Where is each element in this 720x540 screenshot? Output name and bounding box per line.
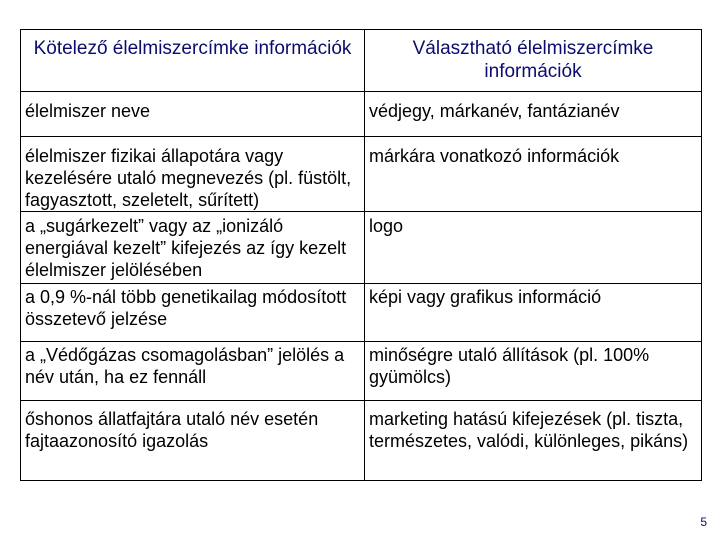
header-optional: Választható élelmiszercímke információk [365, 30, 702, 92]
table-row [21, 212, 702, 284]
table-row [21, 137, 702, 212]
optional-cell: márkára vonatkozó információk [365, 137, 702, 212]
mandatory-cell: őshonos állatfajtára utaló név esetén fajtaazonosító igazolás [21, 401, 365, 481]
mandatory-cell: élelmiszer fizikai állapotára vagy kezelésére utaló megnevezés (pl. füstölt, fagyasztott, szeletelt, sűrített) [21, 137, 365, 212]
table-header-row [21, 30, 702, 92]
labeling-info-table [20, 29, 702, 481]
optional-cell: képi vagy grafikus információ [365, 284, 702, 342]
table-row [21, 284, 702, 342]
mandatory-cell: élelmiszer neve [21, 92, 365, 137]
optional-cell: logo [365, 212, 702, 284]
optional-cell: védjegy, márkanév, fantázianév [365, 92, 702, 137]
header-mandatory: Kötelező élelmiszercímke információk [21, 30, 365, 92]
page-number: 5 [700, 515, 707, 529]
table-row [21, 92, 702, 137]
mandatory-cell: a „sugárkezelt” vagy az „ionizáló energiával kezelt” kifejezés az így kezelt élelmiszer jelölésében [21, 212, 365, 284]
mandatory-cell: a „Védőgázas csomagolásban” jelölés a név után, ha ez fennáll [21, 342, 365, 401]
mandatory-cell: a 0,9 %-nál több genetikailag módosított összetevő jelzése [21, 284, 365, 342]
table-row [21, 342, 702, 401]
table-row [21, 401, 702, 481]
optional-cell: marketing hatású kifejezések (pl. tiszta, természetes, valódi, különleges, pikáns) [365, 401, 702, 481]
optional-cell: minőségre utaló állítások (pl. 100% gyümölcs) [365, 342, 702, 401]
